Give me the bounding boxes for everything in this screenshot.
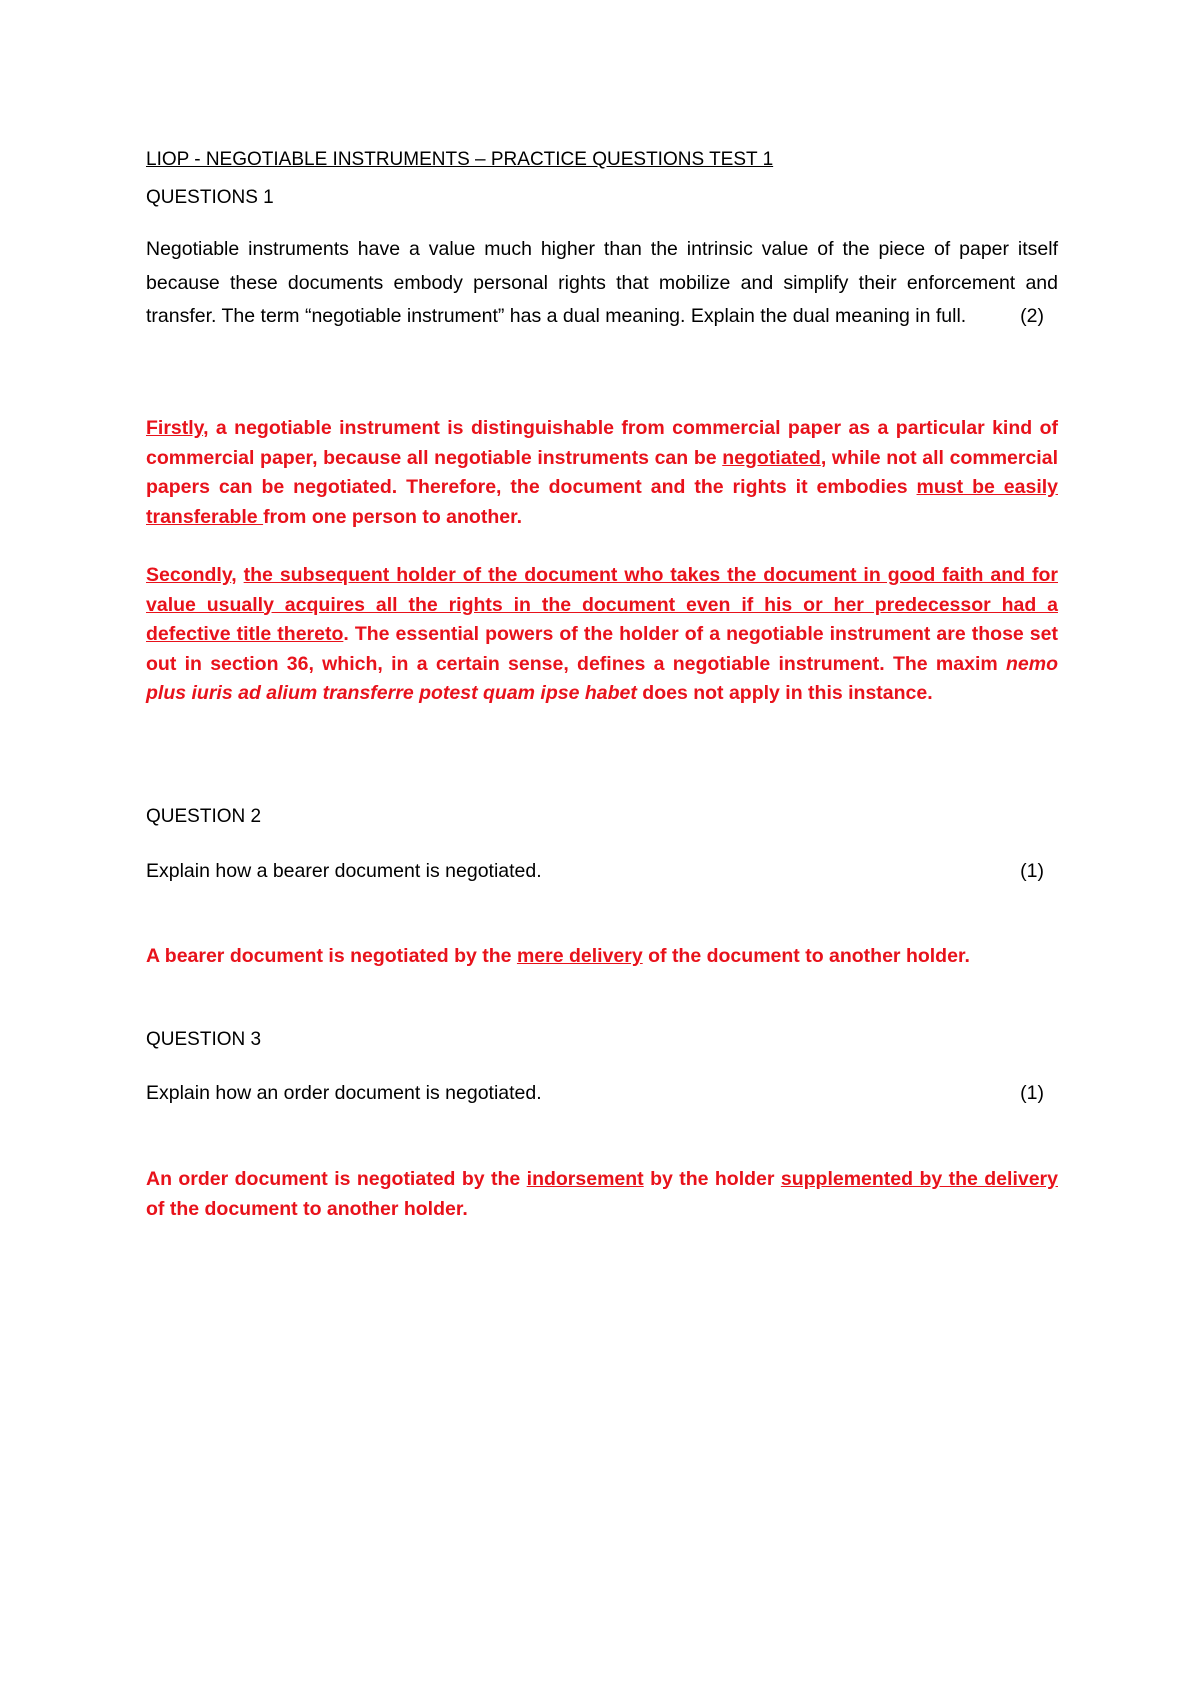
answer-text: of the document to another holder. — [642, 945, 970, 967]
question-2-body: Explain how a bearer document is negotiated. — [146, 860, 542, 882]
question-1-heading: QUESTIONS 1 — [146, 187, 274, 208]
question-2-answer — [146, 945, 970, 968]
answer-1-text: , while not all commercial papers can be negotiated. Therefore, the document and the rights it embodies — [146, 446, 1058, 498]
question-2-text — [146, 860, 1058, 883]
answer-2-text: . The essential powers of the holder of a negotiable instrument are those set out in section 36, which, in a certain sense, defines a negotiable instrument. The maxim — [146, 623, 1058, 675]
latin-maxim: nemo plus iuris ad alium transferre potest quam ipse habet — [146, 652, 1058, 704]
holder-in-good-faith-text: the subsequent holder of the document who takes the document in good faith and for value usually acquires all the rights in the document even if his or her predecessor had a defective title thereto — [146, 564, 1058, 645]
transferable-term: must be easily transferable — [146, 476, 1058, 528]
supplemented-term: supplemented by the delivery — [780, 1168, 1058, 1190]
indorsement-term: indorsement — [526, 1168, 644, 1190]
document-title: LIOP - NEGOTIABLE INSTRUMENTS – PRACTICE QUESTIONS TEST 1 — [146, 149, 774, 170]
question-2-heading: QUESTION 2 — [146, 806, 262, 827]
question-1-marks: (2) — [1020, 305, 1044, 327]
negotiated-term: negotiated — [722, 446, 821, 469]
answer-text: by the holder — [643, 1168, 781, 1190]
question-3-body: Explain how an order document is negotiated. — [146, 1082, 542, 1104]
answer-1-text: from one person to another. — [263, 505, 522, 528]
question-2-marks: (1) — [1020, 860, 1044, 882]
answer-text: A bearer document is negotiated by the — [146, 945, 517, 967]
answer-2-text: , — [231, 564, 244, 586]
answer-1-text: , a negotiable instrument is distinguishable from commercial paper as a particular kind of commercial paper, because all negotiable instruments can be — [146, 417, 1058, 469]
question-3-heading: QUESTION 3 — [146, 1029, 262, 1050]
answer-2-text: does not apply in this instance. — [636, 682, 933, 704]
answer-text: An order document is negotiated by the — [146, 1168, 527, 1190]
mere-delivery-term: mere delivery — [516, 945, 643, 967]
secondly-label: Secondly — [146, 564, 232, 586]
firstly-label: Firstly — [146, 417, 204, 439]
question-3-text — [146, 1082, 1058, 1105]
question-3-marks: (1) — [1020, 1082, 1044, 1104]
question-3-answer — [146, 1165, 1058, 1224]
question-1-answer-2 — [146, 561, 1058, 709]
question-1-answer-1 — [146, 414, 1058, 532]
question-1-body: Negotiable instruments have a value much higher than the intrinsic value of the piece of paper itself because these documents embody personal rights that mobilize and simplify their enforcement and transfer. The term “negotiable instrument” has a dual meaning. Explain the dual meaning in full. — [146, 238, 1058, 327]
answer-text: of the document to another holder. — [146, 1197, 468, 1220]
question-1-text — [146, 233, 1058, 334]
